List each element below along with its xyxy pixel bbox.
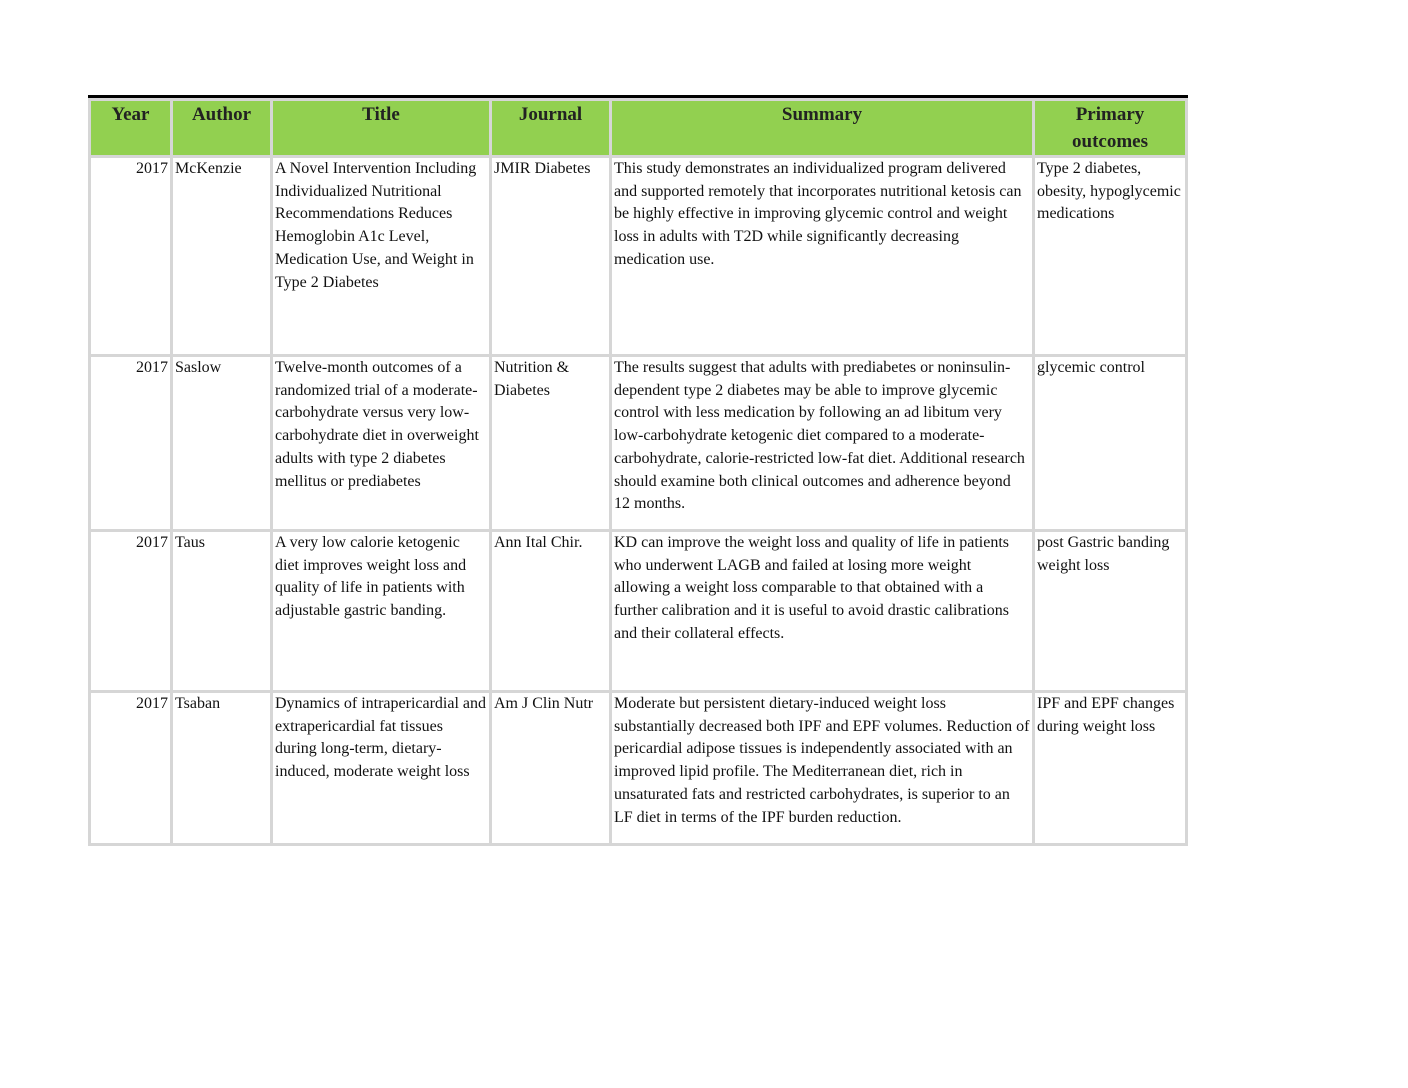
header-author: Author xyxy=(173,101,270,155)
cell-title: Dynamics of intrapericardial and extrapericardial fat tissues during long-term, dietary-induced, moderate weight loss xyxy=(273,693,489,843)
table-row xyxy=(91,532,1185,690)
cell-summary: The results suggest that adults with prediabetes or noninsulin-dependent type 2 diabetes may be able to improve glycemic control with less medication by following an ad libitum very low-carbohydrate ketogenic diet compared to a moderate-carbohydrate, calorie-restricted low-fat diet. Additional research should examine both clinical outcomes and adherence beyond 12 months. xyxy=(612,357,1032,529)
cell-author: McKenzie xyxy=(173,158,270,354)
header-title: Title xyxy=(273,101,489,155)
cell-author: Taus xyxy=(173,532,270,690)
cell-title: A Novel Intervention Including Individualized Nutritional Recommendations Reduces Hemoglobin A1c Level, Medication Use, and Weight in Type 2 Diabetes xyxy=(273,158,489,354)
cell-journal: Nutrition & Diabetes xyxy=(492,357,609,529)
literature-table xyxy=(88,95,1188,846)
cell-year: 2017 xyxy=(91,693,170,843)
cell-summary: This study demonstrates an individualized program delivered and supported remotely that incorporates nutritional ketosis can be highly effective in improving glycemic control and weight loss in adults with T2D while significantly decreasing medication use. xyxy=(612,158,1032,354)
cell-journal: Ann Ital Chir. xyxy=(492,532,609,690)
cell-journal: JMIR Diabetes xyxy=(492,158,609,354)
cell-title: A very low calorie ketogenic diet improves weight loss and quality of life in patients with adjustable gastric banding. xyxy=(273,532,489,690)
header-primary-outcomes: Primary outcomes xyxy=(1035,101,1185,155)
header-summary: Summary xyxy=(612,101,1032,155)
header-journal: Journal xyxy=(492,101,609,155)
header-row xyxy=(91,101,1185,155)
cell-year: 2017 xyxy=(91,532,170,690)
table-row xyxy=(91,357,1185,529)
cell-primary-outcomes: glycemic control xyxy=(1035,357,1185,529)
cell-summary: KD can improve the weight loss and quality of life in patients who underwent LAGB and failed at losing more weight allowing a weight loss comparable to that obtained with a further calibration and it is useful to avoid drastic calibrations and their collateral effects. xyxy=(612,532,1032,690)
cell-summary: Moderate but persistent dietary-induced weight loss substantially decreased both IPF and EPF volumes. Reduction of pericardial adipose tissues is independently associated with an improved lipid profile. The Mediterranean diet, rich in unsaturated fats and restricted carbohydrates, is superior to an LF diet in terms of the IPF burden reduction. xyxy=(612,693,1032,843)
cell-year: 2017 xyxy=(91,158,170,354)
table-row xyxy=(91,158,1185,354)
header-year: Year xyxy=(91,101,170,155)
cell-author: Saslow xyxy=(173,357,270,529)
cell-primary-outcomes: IPF and EPF changes during weight loss xyxy=(1035,693,1185,843)
table-row xyxy=(91,693,1185,843)
cell-year: 2017 xyxy=(91,357,170,529)
cell-author: Tsaban xyxy=(173,693,270,843)
cell-primary-outcomes: post Gastric banding weight loss xyxy=(1035,532,1185,690)
cell-title: Twelve-month outcomes of a randomized trial of a moderate-carbohydrate versus very low-carbohydrate diet in overweight adults with type 2 diabetes mellitus or prediabetes xyxy=(273,357,489,529)
cell-journal: Am J Clin Nutr xyxy=(492,693,609,843)
cell-primary-outcomes: Type 2 diabetes, obesity, hypoglycemic medications xyxy=(1035,158,1185,354)
